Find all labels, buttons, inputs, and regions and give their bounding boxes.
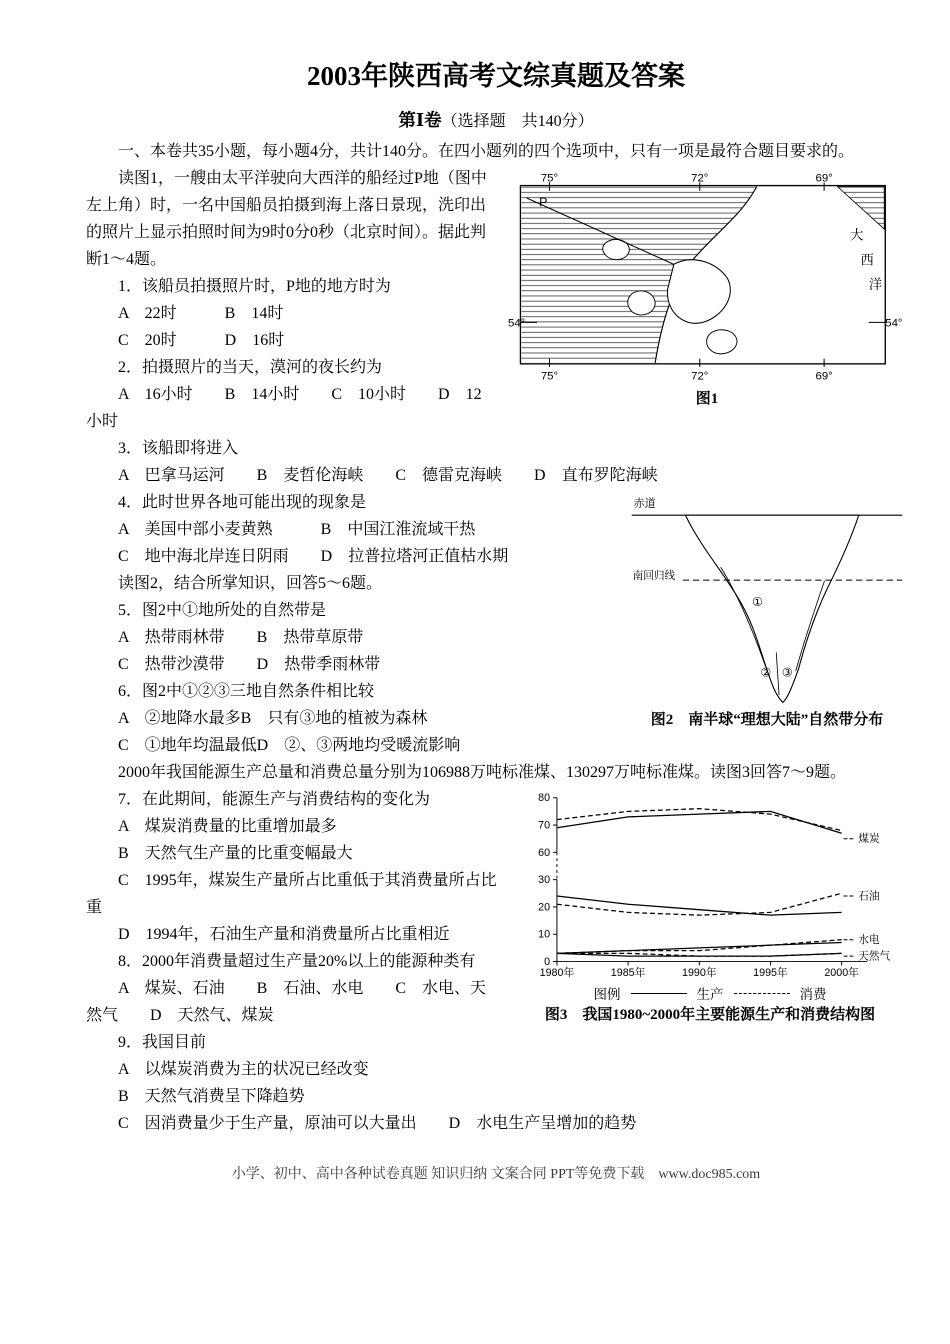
svg-text:20: 20 xyxy=(538,901,551,914)
svg-text:1995年: 1995年 xyxy=(753,967,788,980)
svg-text:1985年: 1985年 xyxy=(610,967,646,980)
figure-1-caption: 图1 xyxy=(695,390,719,407)
svg-text:石油: 石油 xyxy=(858,890,880,903)
longitude-label: 72° xyxy=(691,370,709,383)
latitude-label-left: 54° xyxy=(508,317,526,330)
atlantic-label-char: 洋 xyxy=(868,277,883,293)
question-4-stem: 4．此时世界各地可能出现的现象是 xyxy=(118,494,367,511)
reading-passage-2: 读图2，结合所掌知识，回答5～6题。 xyxy=(118,575,383,592)
question-8-stem: 8．2000年消费量超过生产量20%以上的能源种类有 xyxy=(118,953,476,970)
figure-3 xyxy=(514,788,906,1025)
question-8-options: A 煤炭、石油 B 石油、水电 C 水电、天然气 D 天然气、煤炭 xyxy=(86,980,487,1024)
question-9-stem: 9．我国目前 xyxy=(118,1034,207,1051)
svg-text:天然气: 天然气 xyxy=(858,950,891,963)
question-3-stem: 3．该船即将进入 xyxy=(118,440,239,457)
svg-text:2000年: 2000年 xyxy=(824,967,859,980)
question-5-options: C 热带沙漠带 D 热带季雨林带 xyxy=(118,656,381,673)
svg-text:煤炭: 煤炭 xyxy=(858,833,880,846)
question-1-options: C 20时 D 16时 xyxy=(118,332,285,349)
svg-text:1990年: 1990年 xyxy=(681,967,717,980)
legend-production-label: 生产 xyxy=(696,987,724,1003)
svg-text:80: 80 xyxy=(538,792,551,805)
figure-2 xyxy=(628,493,906,730)
question-4-options: A 美国中部小麦黄熟 B 中国江淮流域干热 xyxy=(118,521,476,538)
legend-production-line xyxy=(631,993,687,994)
legend-title: 图例 xyxy=(593,987,621,1003)
question-7-options: D 1994年，石油生产量和消费量所占比重相近 xyxy=(118,926,450,943)
section-heading-rest: （选择题 共140分） xyxy=(441,113,594,130)
chart-legend xyxy=(514,983,906,1003)
figure2-diagram xyxy=(628,493,906,708)
legend-consumption-line xyxy=(734,993,790,994)
question-7-options: C 1995年，煤炭生产量所占比重低于其消费量所占比重 xyxy=(86,872,497,916)
longitude-label: 72° xyxy=(691,172,709,185)
question-9-options: C 因消费量少于生产量，原油可以大量出 D 水电生产呈增加的趋势 xyxy=(118,1115,637,1132)
question-9-options: A 以煤炭消费为主的状况已经改变 xyxy=(118,1061,369,1078)
reading-passage-1: 读图1，一艘由太平洋驶向大西洋的船经过P地（图中左上角）时，一名中国船员拍摄到海上落日景现，洗印出的照片上显示拍照时间为9时0分0秒（北京时间）。据此判断1～4题。 xyxy=(86,170,487,268)
svg-text:水电: 水电 xyxy=(858,934,880,947)
svg-text:10: 10 xyxy=(538,928,551,941)
island-small-3 xyxy=(707,330,737,354)
question-2-options: A 16小时 B 14小时 C 10小时 D 12小时 xyxy=(86,386,482,430)
exam-instructions: 一、本卷共35小题，每小题4分，共计140分。在四小题列的四个选项中，只有一项是最符合题目要求的。 xyxy=(118,143,855,160)
section-heading-bold: 第Ⅰ卷 xyxy=(398,110,442,130)
question-7-options: A 煤炭消费量的比重增加最多 xyxy=(118,818,337,835)
legend-consumption-label: 消费 xyxy=(799,987,827,1003)
section-heading xyxy=(86,107,906,132)
question-9-options: B 天然气消费呈下降趋势 xyxy=(118,1088,305,1105)
island-small-1 xyxy=(628,291,655,315)
svg-text:60: 60 xyxy=(538,846,551,859)
tropic-label: 南回归线 xyxy=(632,570,676,583)
reading-passage-3: 2000年我国能源生产总量和消费总量分别为106988万吨标准煤、130297万吨标准煤。读图3回答7～9题。 xyxy=(118,764,847,781)
longitude-label: 75° xyxy=(540,370,559,383)
zone-2-label: ② xyxy=(760,665,772,680)
page-title: 2003年陕西高考文综真题及答案 xyxy=(307,61,685,91)
figure-2-caption: 图2 南半球“理想大陆”自然带分布 xyxy=(650,711,884,728)
question-6-options: C ①地年均温最低D ②、③两地均受暖流影响 xyxy=(118,737,461,754)
question-7-options: B 天然气生产量的比重变幅最大 xyxy=(118,845,353,862)
question-4-options: C 地中海北岸连日阴雨 D 拉普拉塔河正值枯水期 xyxy=(118,548,509,565)
equator-label: 赤道 xyxy=(633,497,656,510)
zone-1-label: ① xyxy=(752,595,763,610)
question-2-stem: 2．拍摄照片的当天，漠河的夜长约为 xyxy=(118,359,383,376)
latitude-label-right: 54° xyxy=(885,317,903,330)
question-6-options: A ②地降水最多B 只有③地的植被为森林 xyxy=(118,710,428,727)
question-1-stem: 1．该船员拍摄照片时，P地的地方时为 xyxy=(118,278,391,295)
question-7-stem: 7．在此期间，能源生产与消费结构的变化为 xyxy=(118,791,431,808)
question-1-options: A 22时 B 14时 xyxy=(118,305,284,322)
svg-text:1980年: 1980年 xyxy=(539,967,575,980)
atlantic-label-char: 大 xyxy=(850,227,864,243)
point-p-label: P xyxy=(539,195,548,210)
question-5-stem: 5．图2中①地所处的自然带是 xyxy=(118,602,327,619)
svg-text:30: 30 xyxy=(538,874,551,887)
longitude-label: 69° xyxy=(815,370,833,383)
zone-3-label: ③ xyxy=(781,665,793,680)
continent-outline xyxy=(685,515,858,702)
question-5-options: A 热带雨林带 B 热带草原带 xyxy=(118,629,364,646)
figure-3-caption: 图3 我国1980~2000年主要能源生产和消费结构图 xyxy=(544,1007,876,1024)
figure3-energy-chart xyxy=(514,788,906,979)
figure-1 xyxy=(508,169,906,409)
svg-text:0: 0 xyxy=(544,955,551,968)
question-6-stem: 6．图2中①②③三地自然条件相比较 xyxy=(118,683,375,700)
question-3-options: A 巴拿马运河 B 麦哲伦海峡 C 德雷克海峡 D 直布罗陀海峡 xyxy=(118,467,658,484)
atlantic-label-char: 西 xyxy=(860,252,874,268)
longitude-label: 75° xyxy=(540,172,559,185)
footer-text: 小学、初中、高中各种试卷真题 知识归纳 文案合同 PPT等免费下载 www.doc985.com xyxy=(231,1167,761,1182)
svg-text:70: 70 xyxy=(538,819,551,832)
longitude-label: 69° xyxy=(815,172,833,185)
figure1-map xyxy=(508,169,906,387)
